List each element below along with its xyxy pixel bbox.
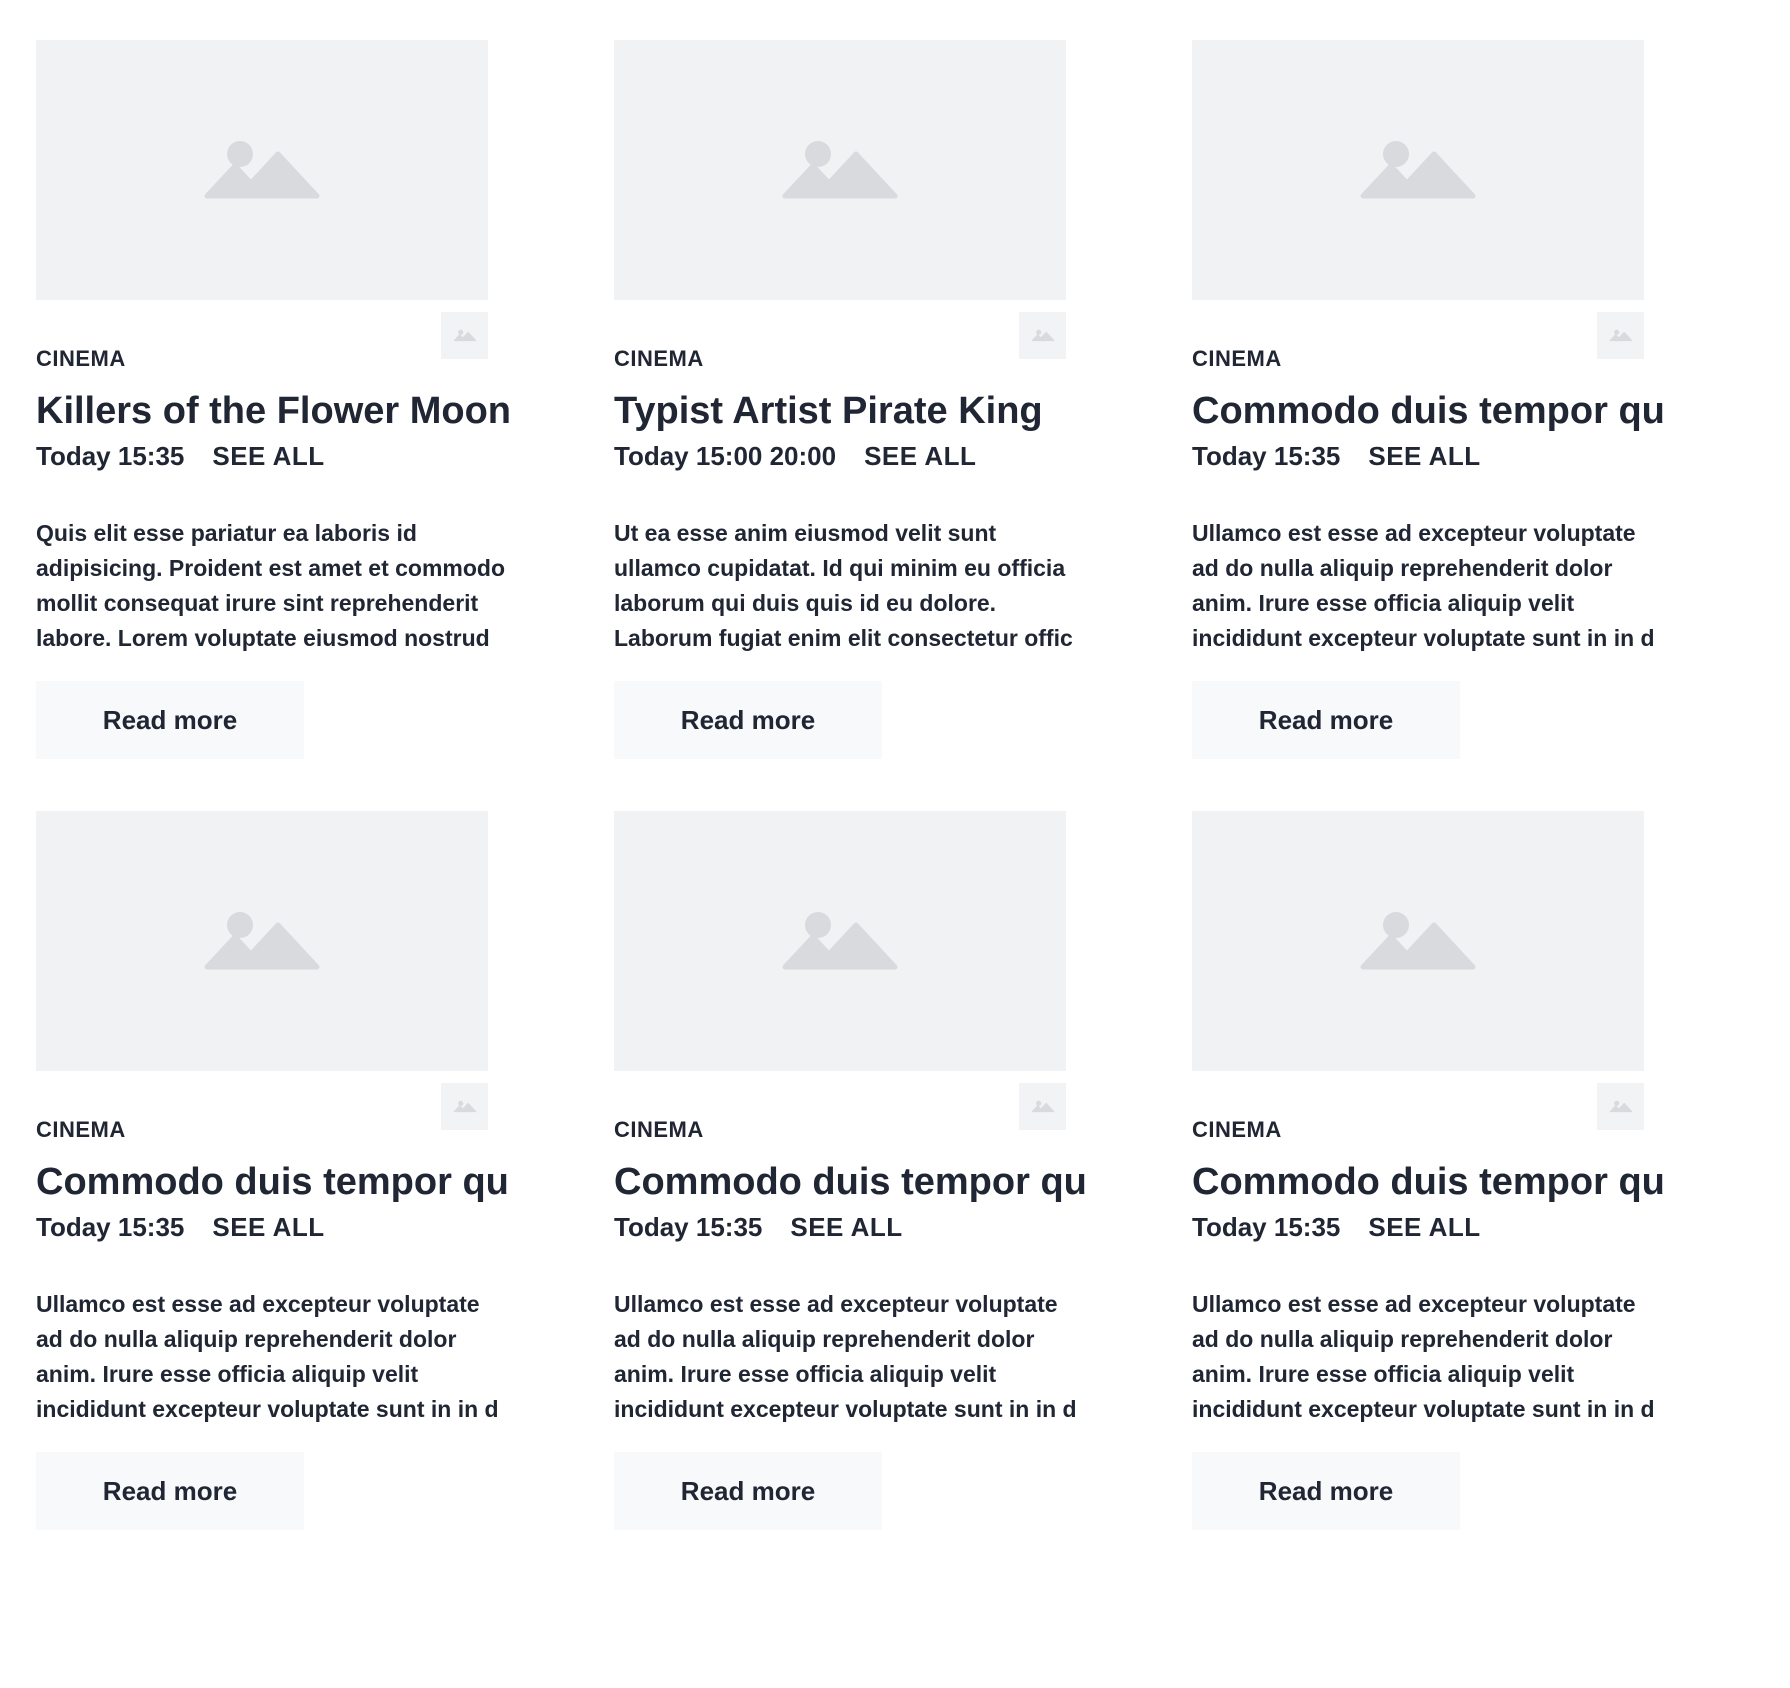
- event-title[interactable]: Killers of the Flower Moon: [36, 390, 512, 432]
- event-description: Ullamco est esse ad excepteur voluptate ad do nulla aliquip reprehenderit dolor anim. Irure esse officia aliquip velit incididunt excepteur voluptate sunt in in d: [1192, 520, 1655, 651]
- read-more-button[interactable]: Read more: [614, 1452, 882, 1530]
- image-placeholder-icon: [1357, 910, 1479, 972]
- event-card: [1192, 811, 1665, 1530]
- event-title[interactable]: Commodo duis tempor qu: [1192, 1161, 1665, 1203]
- event-image-placeholder: [1192, 40, 1644, 300]
- image-badge-icon: [1609, 329, 1633, 342]
- category-label: CINEMA: [1192, 346, 1282, 371]
- category-label: CINEMA: [614, 346, 704, 371]
- schedule-times: Today 15:35: [36, 441, 185, 471]
- event-image-placeholder: [614, 811, 1066, 1071]
- event-media: [1192, 40, 1644, 300]
- see-all-link[interactable]: SEE ALL: [864, 441, 977, 471]
- event-image-placeholder: [1192, 811, 1644, 1071]
- schedule-row: [36, 441, 509, 471]
- event-card: [1192, 40, 1665, 759]
- see-all-link[interactable]: SEE ALL: [790, 1212, 903, 1242]
- category-label: CINEMA: [614, 1117, 704, 1142]
- read-more-button[interactable]: Read more: [1192, 681, 1460, 759]
- image-badge: [1019, 312, 1066, 359]
- event-title[interactable]: Commodo duis tempor qu: [1192, 390, 1665, 432]
- schedule-row: [36, 1212, 509, 1242]
- image-badge-icon: [453, 329, 477, 342]
- event-image-placeholder: [36, 811, 488, 1071]
- image-placeholder-icon: [201, 910, 323, 972]
- image-badge-icon: [1031, 1100, 1055, 1113]
- read-more-button[interactable]: Read more: [36, 1452, 304, 1530]
- schedule-times: Today 15:00 20:00: [614, 441, 837, 471]
- event-description: Ullamco est esse ad excepteur voluptate ad do nulla aliquip reprehenderit dolor anim. Irure esse officia aliquip velit incididunt excepteur voluptate sunt in in d: [36, 1291, 499, 1422]
- image-placeholder-icon: [779, 139, 901, 201]
- event-media: [36, 811, 488, 1071]
- see-all-link[interactable]: SEE ALL: [212, 1212, 325, 1242]
- schedule-row: [1192, 441, 1665, 471]
- image-badge: [1597, 312, 1644, 359]
- event-media: [36, 40, 488, 300]
- event-description: Ullamco est esse ad excepteur voluptate ad do nulla aliquip reprehenderit dolor anim. Irure esse officia aliquip velit incididunt excepteur voluptate sunt in in d: [614, 1291, 1077, 1422]
- schedule-row: [614, 441, 1087, 471]
- schedule-times: Today 15:35: [36, 1212, 185, 1242]
- event-description: Quis elit esse pariatur ea laboris id adipisicing. Proident est amet et commodo mollit consequat irure sint reprehenderit labore. Lorem voluptate eiusmod nostrud: [36, 520, 506, 651]
- schedule-times: Today 15:35: [1192, 1212, 1341, 1242]
- event-title[interactable]: Commodo duis tempor qu: [614, 1161, 1087, 1203]
- image-badge: [1597, 1083, 1644, 1130]
- event-image-placeholder: [614, 40, 1066, 300]
- see-all-link[interactable]: SEE ALL: [1368, 441, 1481, 471]
- image-placeholder-icon: [779, 910, 901, 972]
- schedule-times: Today 15:35: [1192, 441, 1341, 471]
- event-description: Ut ea esse anim eiusmod velit sunt ullamco cupidatat. Id qui minim eu officia laborum qui duis quis id eu dolore. Laborum fugiat enim elit consectetur offic: [614, 520, 1073, 651]
- image-badge-icon: [453, 1100, 477, 1113]
- event-media: [614, 811, 1066, 1071]
- see-all-link[interactable]: SEE ALL: [212, 441, 325, 471]
- image-badge: [441, 1083, 488, 1130]
- event-image-placeholder: [36, 40, 488, 300]
- schedule-row: [614, 1212, 1087, 1242]
- image-placeholder-icon: [1357, 139, 1479, 201]
- read-more-button[interactable]: Read more: [614, 681, 882, 759]
- image-badge: [441, 312, 488, 359]
- image-badge: [1019, 1083, 1066, 1130]
- event-media: [1192, 811, 1644, 1071]
- event-card: [614, 811, 1087, 1530]
- event-card: [614, 40, 1087, 759]
- image-placeholder-icon: [201, 139, 323, 201]
- category-label: CINEMA: [1192, 1117, 1282, 1142]
- category-label: CINEMA: [36, 1117, 126, 1142]
- event-media: [614, 40, 1066, 300]
- event-description: Ullamco est esse ad excepteur voluptate ad do nulla aliquip reprehenderit dolor anim. Irure esse officia aliquip velit incididunt excepteur voluptate sunt in in d: [1192, 1291, 1655, 1422]
- event-title[interactable]: Commodo duis tempor qu: [36, 1161, 509, 1203]
- read-more-button[interactable]: Read more: [36, 681, 304, 759]
- schedule-times: Today 15:35: [614, 1212, 763, 1242]
- see-all-link[interactable]: SEE ALL: [1368, 1212, 1481, 1242]
- schedule-row: [1192, 1212, 1665, 1242]
- event-card: [36, 811, 509, 1530]
- image-badge-icon: [1609, 1100, 1633, 1113]
- category-label: CINEMA: [36, 346, 126, 371]
- event-card: [36, 40, 512, 759]
- read-more-button[interactable]: Read more: [1192, 1452, 1460, 1530]
- event-title[interactable]: Typist Artist Pirate King: [614, 390, 1043, 432]
- image-badge-icon: [1031, 329, 1055, 342]
